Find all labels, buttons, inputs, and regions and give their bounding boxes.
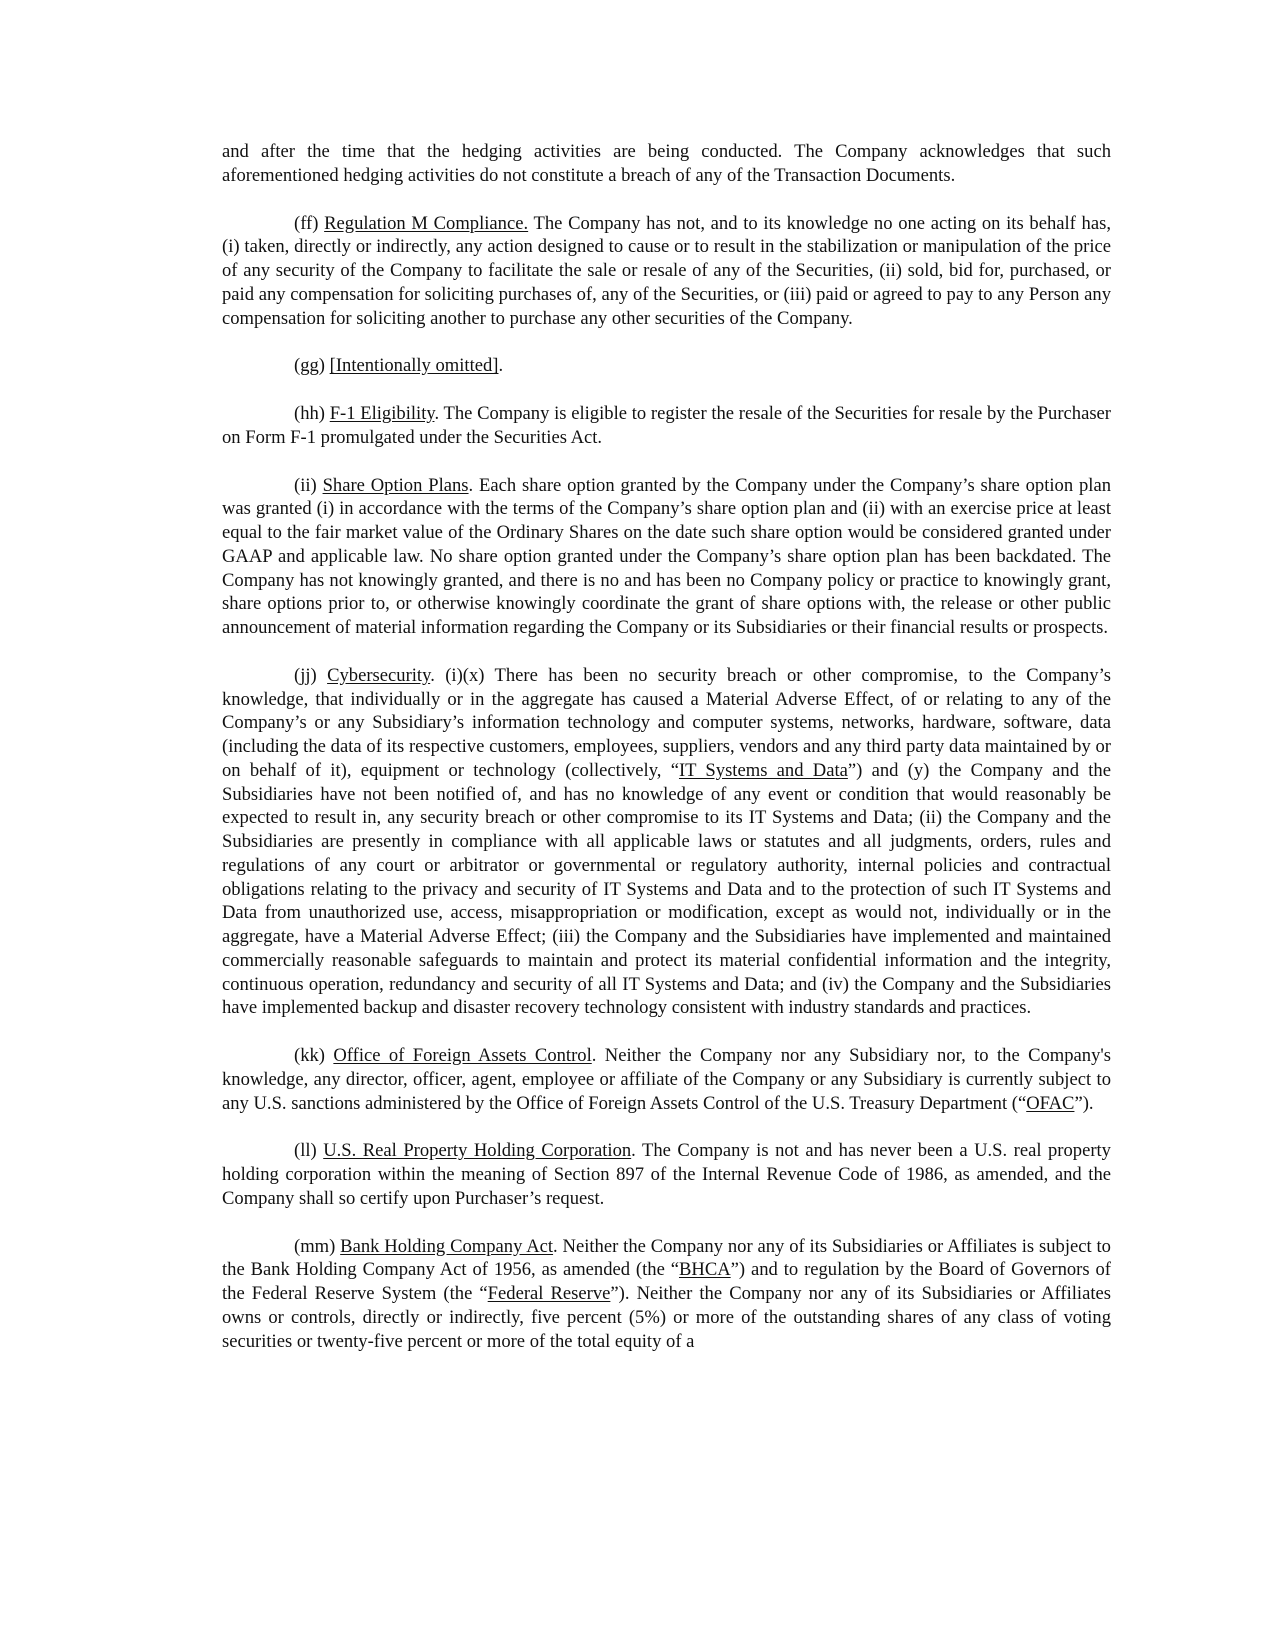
section-body: . Neither the Company nor any Subsidiary nor, to the Company's knowledge, any director, officer, agent, employee or affiliate of the Company or any Subsidiary is currently subject to any U.S. sanctions administered by the Office of Foreign Assets Control of the U.S. Treasury Department (“ [222, 1045, 1111, 1114]
section-heading: Bank Holding Company Act [340, 1235, 554, 1257]
section-heading: Cybersecurity [327, 664, 431, 686]
section-body: . Each share option granted by the Company under the Company’s share option plan was granted (i) in accordance with the terms of the Company’s share option plan and (ii) with an exercise price at least equal to the fair market value of the Ordinary Shares on the date such share option would be considered granted under GAAP and applicable law. No share option granted under the Company’s share option plan has been backdated. The Company has not knowingly granted, and there is no and has been no Company policy or practice to knowingly grant, share options prior to, or otherwise knowingly coordinate the grant of share options with, the release or other public announcement of material information regarding the Company or its Subsidiaries or their financial results or prospects. [222, 474, 1111, 638]
section-kk [222, 1044, 1111, 1115]
section-heading: U.S. Real Property Holding Corporation [323, 1140, 632, 1162]
section-label: (ll) [294, 1140, 324, 1162]
section-heading: F-1 Eligibility [329, 403, 435, 424]
defined-term: Federal Reserve [487, 1283, 611, 1304]
section-ll [222, 1139, 1111, 1210]
defined-term: OFAC [1026, 1092, 1075, 1114]
section-body: ”). Neither the Company nor any of its Subsidiaries or Affiliates owns or controls, directly or indirectly, five percent (5%) or more of the outstanding shares of any class of voting securities or twenty-five percent or more of the total equity of a [222, 1283, 1111, 1352]
section-body: . The Company is eligible to register the resale of the Securities for resale by the Purchaser on Form F-1 promulgated under the Securities Act. [222, 403, 1111, 448]
document-page [222, 140, 1111, 1377]
defined-term: IT Systems and Data [678, 759, 848, 781]
section-label: (mm) [294, 1235, 341, 1257]
section-body: ”) and (y) the Company and the Subsidiaries have not been notified of, and has no knowledge of any event or condition that would reasonably be expected to result in, any security breach or other compromise to its IT Systems and Data; (ii) the Company and the Subsidiaries are presently in compliance with all applicable laws or statutes and all judgments, orders, rules and regulations of any court or arbitrator or governmental or regulatory authority, internal policies and contractual obligations relating to the privacy and security of IT Systems and Data and to the protection of such IT Systems and Data from unauthorized use, access, misappropriation or modification, except as would not, individually or in the aggregate, have a Material Adverse Effect; (iii) the Company and the Subsidiaries have implemented and maintained commercially reasonable safeguards to maintain and protect its material confidential information and the integrity, continuous operation, redundancy and security of all IT Systems and Data; and (iv) the Company and the Subsidiaries have implemented backup and disaster recovery technology consistent with industry standards and practices. [222, 759, 1111, 1019]
section-ff [222, 212, 1111, 331]
section-body: ”). [1074, 1092, 1094, 1114]
section-body: The Company has not, and to its knowledge no one acting on its behalf has, (i) taken, directly or indirectly, any action designed to cause or to result in the stabilization or manipulation of the price of any security of the Company to facilitate the sale or resale of any of the Securities, (ii) sold, bid for, purchased, or paid any compensation for soliciting purchases of, any of the Securities, or (iii) paid or agreed to pay to any Person any compensation for soliciting another to purchase any other securities of the Company. [222, 212, 1111, 329]
section-label: (ii) [294, 474, 323, 496]
defined-term: BHCA [678, 1259, 731, 1281]
section-body: . [498, 355, 504, 377]
section-hh [222, 402, 1111, 450]
section-body: ”) and to regulation by the Board of Governors of the Federal Reserve System (the “ [222, 1259, 1111, 1304]
section-mm [222, 1235, 1111, 1354]
section-body: . The Company is not and has never been a U.S. real property holding corporation within the meaning of Section 897 of the Internal Revenue Code of 1986, as amended, and the Company shall so certify upon Purchaser’s request. [222, 1140, 1111, 1209]
section-gg [222, 354, 1111, 378]
section-label: (kk) [294, 1045, 334, 1066]
section-ii [222, 474, 1111, 640]
section-label: (hh) [294, 403, 330, 424]
section-label: (gg) [294, 355, 330, 377]
section-label: (jj) [294, 664, 328, 686]
section-heading: Share Option Plans [322, 474, 469, 496]
paragraph-continuation [222, 140, 1111, 188]
section-heading: [Intentionally omitted] [329, 355, 499, 377]
section-heading: Regulation M Compliance. [324, 212, 529, 234]
section-heading: Office of Foreign Assets Control [333, 1045, 592, 1066]
section-body: . (i)(x) There has been no security breach or other compromise, to the Company’s knowledge, that individually or in the aggregate has caused a Material Adverse Effect, of or relating to any of the Company’s or any Subsidiary’s information technology and computer systems, networks, hardware, software, data (including the data of its respective customers, employees, suppliers, vendors and any third party data maintained by or on behalf of it), equipment or technology (collectively, “ [222, 664, 1111, 781]
section-label: (ff) [294, 212, 325, 234]
section-body: . Neither the Company nor any of its Subsidiaries or Affiliates is subject to the Bank Holding Company Act of 1956, as amended (the “ [222, 1235, 1111, 1281]
paragraph-text: and after the time that the hedging activities are being conducted. The Company acknowledges that such aforementioned hedging activities do not constitute a breach of any of the Transaction Documents. [222, 141, 1111, 186]
section-jj [222, 664, 1111, 1020]
